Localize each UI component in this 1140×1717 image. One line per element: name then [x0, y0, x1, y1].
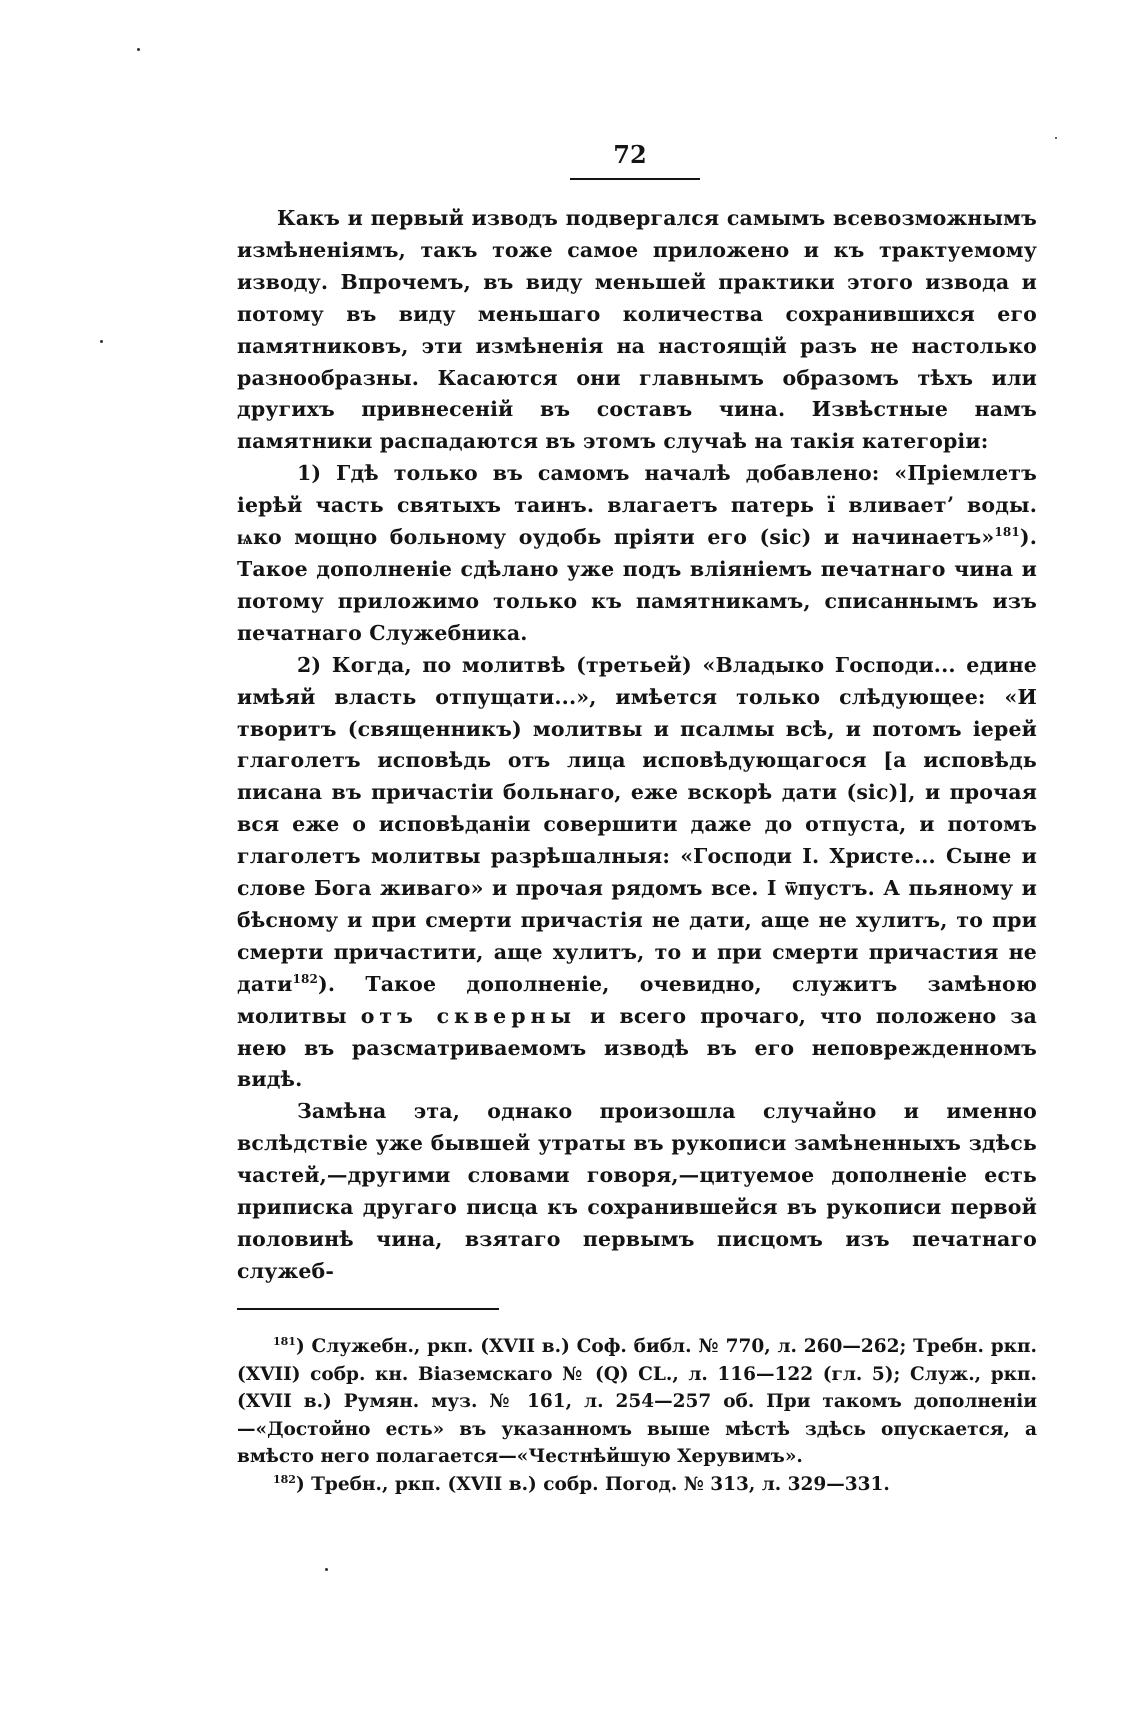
paragraph-text: и всего прочаго, что положено за нею въ разсматриваемомъ изводѣ въ его неповрежденномъ видѣ. [237, 1003, 1037, 1092]
emphasized-phrase: отъ скверны [360, 1003, 577, 1028]
footnote-separator [237, 1308, 499, 1310]
footnote [237, 1333, 1037, 1471]
footnote-text: ) Служебн., ркп. (XVII в.) Соф. библ. № 770, л. 260—262; Требн. ркп. (XVII) собр. кн. Віаземскаго № (Q) CL., л. 116—122 (гл. 5); Служ., ркп. (XVII в.) Румян. муз. № 161, л. 254—257 об. При такомъ дополненіи—«Достойно есть» въ указанномъ выше мѣстѣ здѣсь опускается, а вмѣсто него полагается—«Честнѣйшую Херувимъ». [237, 1336, 1037, 1467]
scan-speck [100, 340, 103, 343]
main-text [237, 203, 1037, 1288]
paragraph-text: Какъ и первый изводъ подвергался самымъ всевозможнымъ измѣненіямъ, такъ тоже самое приложено и къ трактуемому изводу. Впрочемъ, въ виду меньшей практики этого извода и потому въ виду меньшаго количества сохранившихся его памятниковъ, эти измѣненія на настоящій разъ не настолько разнообразны. Касаются они главнымъ образомъ тѣхъ или другихъ привнесеній въ составъ чина. Извѣстные намъ памятники распадаются въ этомъ случаѣ на такія категоріи: [237, 206, 1037, 454]
footnote-ref[interactable]: 182 [292, 971, 318, 986]
paragraph-text: ). Такое дополненіе сдѣлано уже подъ вліяніемъ печатнаго чина и потому приложимо только къ памятникамъ, списаннымъ изъ печатнаго Служебника. [237, 525, 1037, 645]
footnote [237, 1471, 1037, 1499]
scan-speck [1055, 137, 1057, 139]
footnote-mark: 182 [273, 1472, 296, 1486]
footnote-text: ) Требн., ркп. (XVII в.) собр. Погод. № 313, л. 329—331. [295, 1473, 890, 1495]
scan-speck [137, 48, 140, 51]
paragraph-text: 1) Гдѣ только въ самомъ началѣ добавлено: «Пріемлетъ іерѣй часть святыхъ таинъ. влагаетъ патерь ї вливаетʼ воды. ѩко мощно больному оудобь пріяти его (sic) и начинаетъ» [237, 461, 1037, 550]
paragraph [237, 650, 1037, 1097]
footnote-ref[interactable]: 181 [994, 525, 1020, 540]
page-number-rule [570, 178, 700, 180]
paragraph-text: Замѣна эта, однако произошла случайно и именно вслѣдствіе уже бывшей утраты въ рукописи замѣненныхъ здѣсь частей,—другими словами говоря,—цитуемое дополненіе есть приписка другаго писца къ сохранившейся въ рукописи первой половинѣ чина, взятаго первымъ писцомъ изъ печатнаго служеб- [237, 1099, 1037, 1283]
page-number: 72 [613, 140, 647, 169]
paragraph-text: ). Такое дополненіе, очевидно, служитъ замѣною молитвы [237, 971, 1037, 1028]
paragraph [237, 203, 1037, 458]
scan-speck [325, 1568, 328, 1571]
paragraph-text: 2) Когда, по молитвѣ (третьей) «Владыко Господи... едине имѣяй власть отпущати...», имѣется только слѣдующее: «И творитъ (священникъ) молитвы и псалмы всѣ, и потомъ іерей глаголетъ исповѣдь отъ лица исповѣдующагося [а исповѣдь писана въ причастіи больнаго, еже вскорѣ дати (sic)], и прочая вся еже о исповѣданіи совершити даже до отпуста, и потомъ глаголетъ молитвы разрѣшалныя: «Господи І. Христе... Сыне и слове Бога живаго» и прочая рядомъ все. І ѿпустъ. А пьяному и бѣсному и при смерти причастія не дати, аще не хулитъ, то при смерти причастити, аще хулитъ, то и при смерти причастия не дати [237, 652, 1037, 996]
footnotes [237, 1333, 1037, 1498]
paragraph [237, 1096, 1037, 1287]
paragraph [237, 458, 1037, 649]
footnote-mark: 181 [273, 1334, 296, 1348]
